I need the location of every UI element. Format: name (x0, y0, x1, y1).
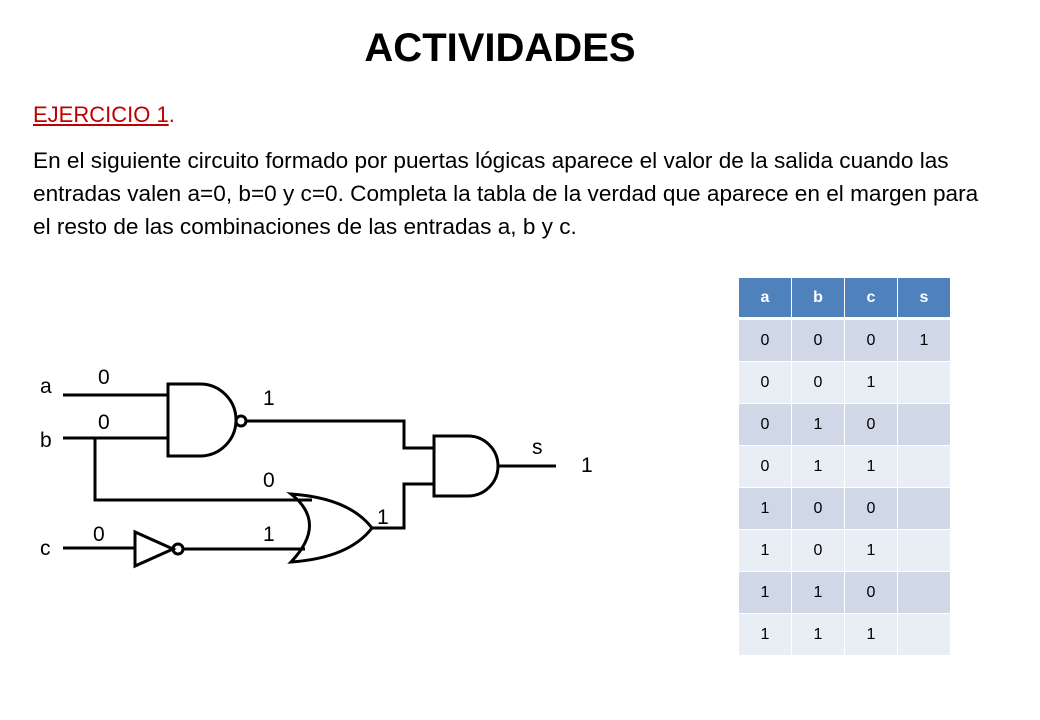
label-input-c: c (40, 537, 51, 560)
cell-c: 1 (845, 614, 898, 656)
cell-s[interactable] (898, 446, 951, 488)
cell-a: 0 (739, 362, 792, 404)
or-gate (291, 494, 372, 562)
cell-a: 0 (739, 320, 792, 362)
truth-table (739, 278, 951, 656)
cell-b: 1 (792, 404, 845, 446)
value-b: 0 (98, 411, 110, 434)
value-c: 0 (93, 523, 105, 546)
cell-b: 0 (792, 320, 845, 362)
exercise-label: EJERCICIO 1 (33, 102, 169, 127)
nand-bubble (236, 416, 246, 426)
cell-s[interactable] (898, 362, 951, 404)
cell-b: 0 (792, 488, 845, 530)
cell-c: 0 (845, 572, 898, 614)
table-row (739, 404, 951, 446)
cell-b: 0 (792, 530, 845, 572)
value-nand-out: 1 (263, 387, 275, 410)
cell-c: 1 (845, 362, 898, 404)
value-s: 1 (581, 454, 593, 477)
cell-s[interactable] (898, 572, 951, 614)
cell-a: 1 (739, 530, 792, 572)
cell-b: 0 (792, 362, 845, 404)
wire-nand-out (246, 421, 434, 448)
cell-s[interactable] (898, 404, 951, 446)
cell-a: 1 (739, 572, 792, 614)
page-title: ACTIVIDADES (364, 26, 636, 70)
cell-c: 0 (845, 488, 898, 530)
header-s: s (898, 278, 951, 320)
cell-c: 1 (845, 446, 898, 488)
header-a: a (739, 278, 792, 320)
table-row (739, 572, 951, 614)
table-row (739, 530, 951, 572)
not-bubble (173, 544, 183, 554)
wire-b-branch (95, 438, 312, 500)
cell-b: 1 (792, 572, 845, 614)
header-c: c (845, 278, 898, 320)
label-input-a: a (40, 375, 52, 398)
table-row (739, 320, 951, 362)
label-output-s: s (532, 436, 543, 459)
cell-a: 0 (739, 446, 792, 488)
nand-gate (168, 384, 236, 456)
table-row (739, 362, 951, 404)
table-row (739, 614, 951, 656)
truth-table-header (739, 278, 951, 320)
exercise-statement: En el siguiente circuito formado por puertas lógicas aparece el valor de la salida cuando las entradas valen a=0, b=0 y c=0. Completa la tabla de la verdad que aparece en el margen para el resto de las combinaciones de las entradas a, b y c. (33, 148, 979, 239)
cell-a: 1 (739, 614, 792, 656)
header-b: b (792, 278, 845, 320)
not-gate (135, 532, 173, 566)
label-input-b: b (40, 429, 52, 452)
cell-s[interactable] (898, 488, 951, 530)
value-or-out: 1 (377, 506, 389, 529)
cell-c: 0 (845, 320, 898, 362)
cell-a: 0 (739, 404, 792, 446)
exercise-punct: . (168, 102, 175, 127)
cell-c: 1 (845, 530, 898, 572)
value-not-out: 1 (263, 523, 275, 546)
cell-s[interactable] (898, 530, 951, 572)
value-b-branch: 0 (263, 469, 275, 492)
and-gate (434, 436, 498, 496)
cell-b: 1 (792, 614, 845, 656)
cell-b: 1 (792, 446, 845, 488)
table-row (739, 488, 951, 530)
cell-s[interactable] (898, 614, 951, 656)
cell-c: 0 (845, 404, 898, 446)
cell-s[interactable]: 1 (898, 320, 951, 362)
table-row (739, 446, 951, 488)
value-a: 0 (98, 366, 110, 389)
cell-a: 1 (739, 488, 792, 530)
